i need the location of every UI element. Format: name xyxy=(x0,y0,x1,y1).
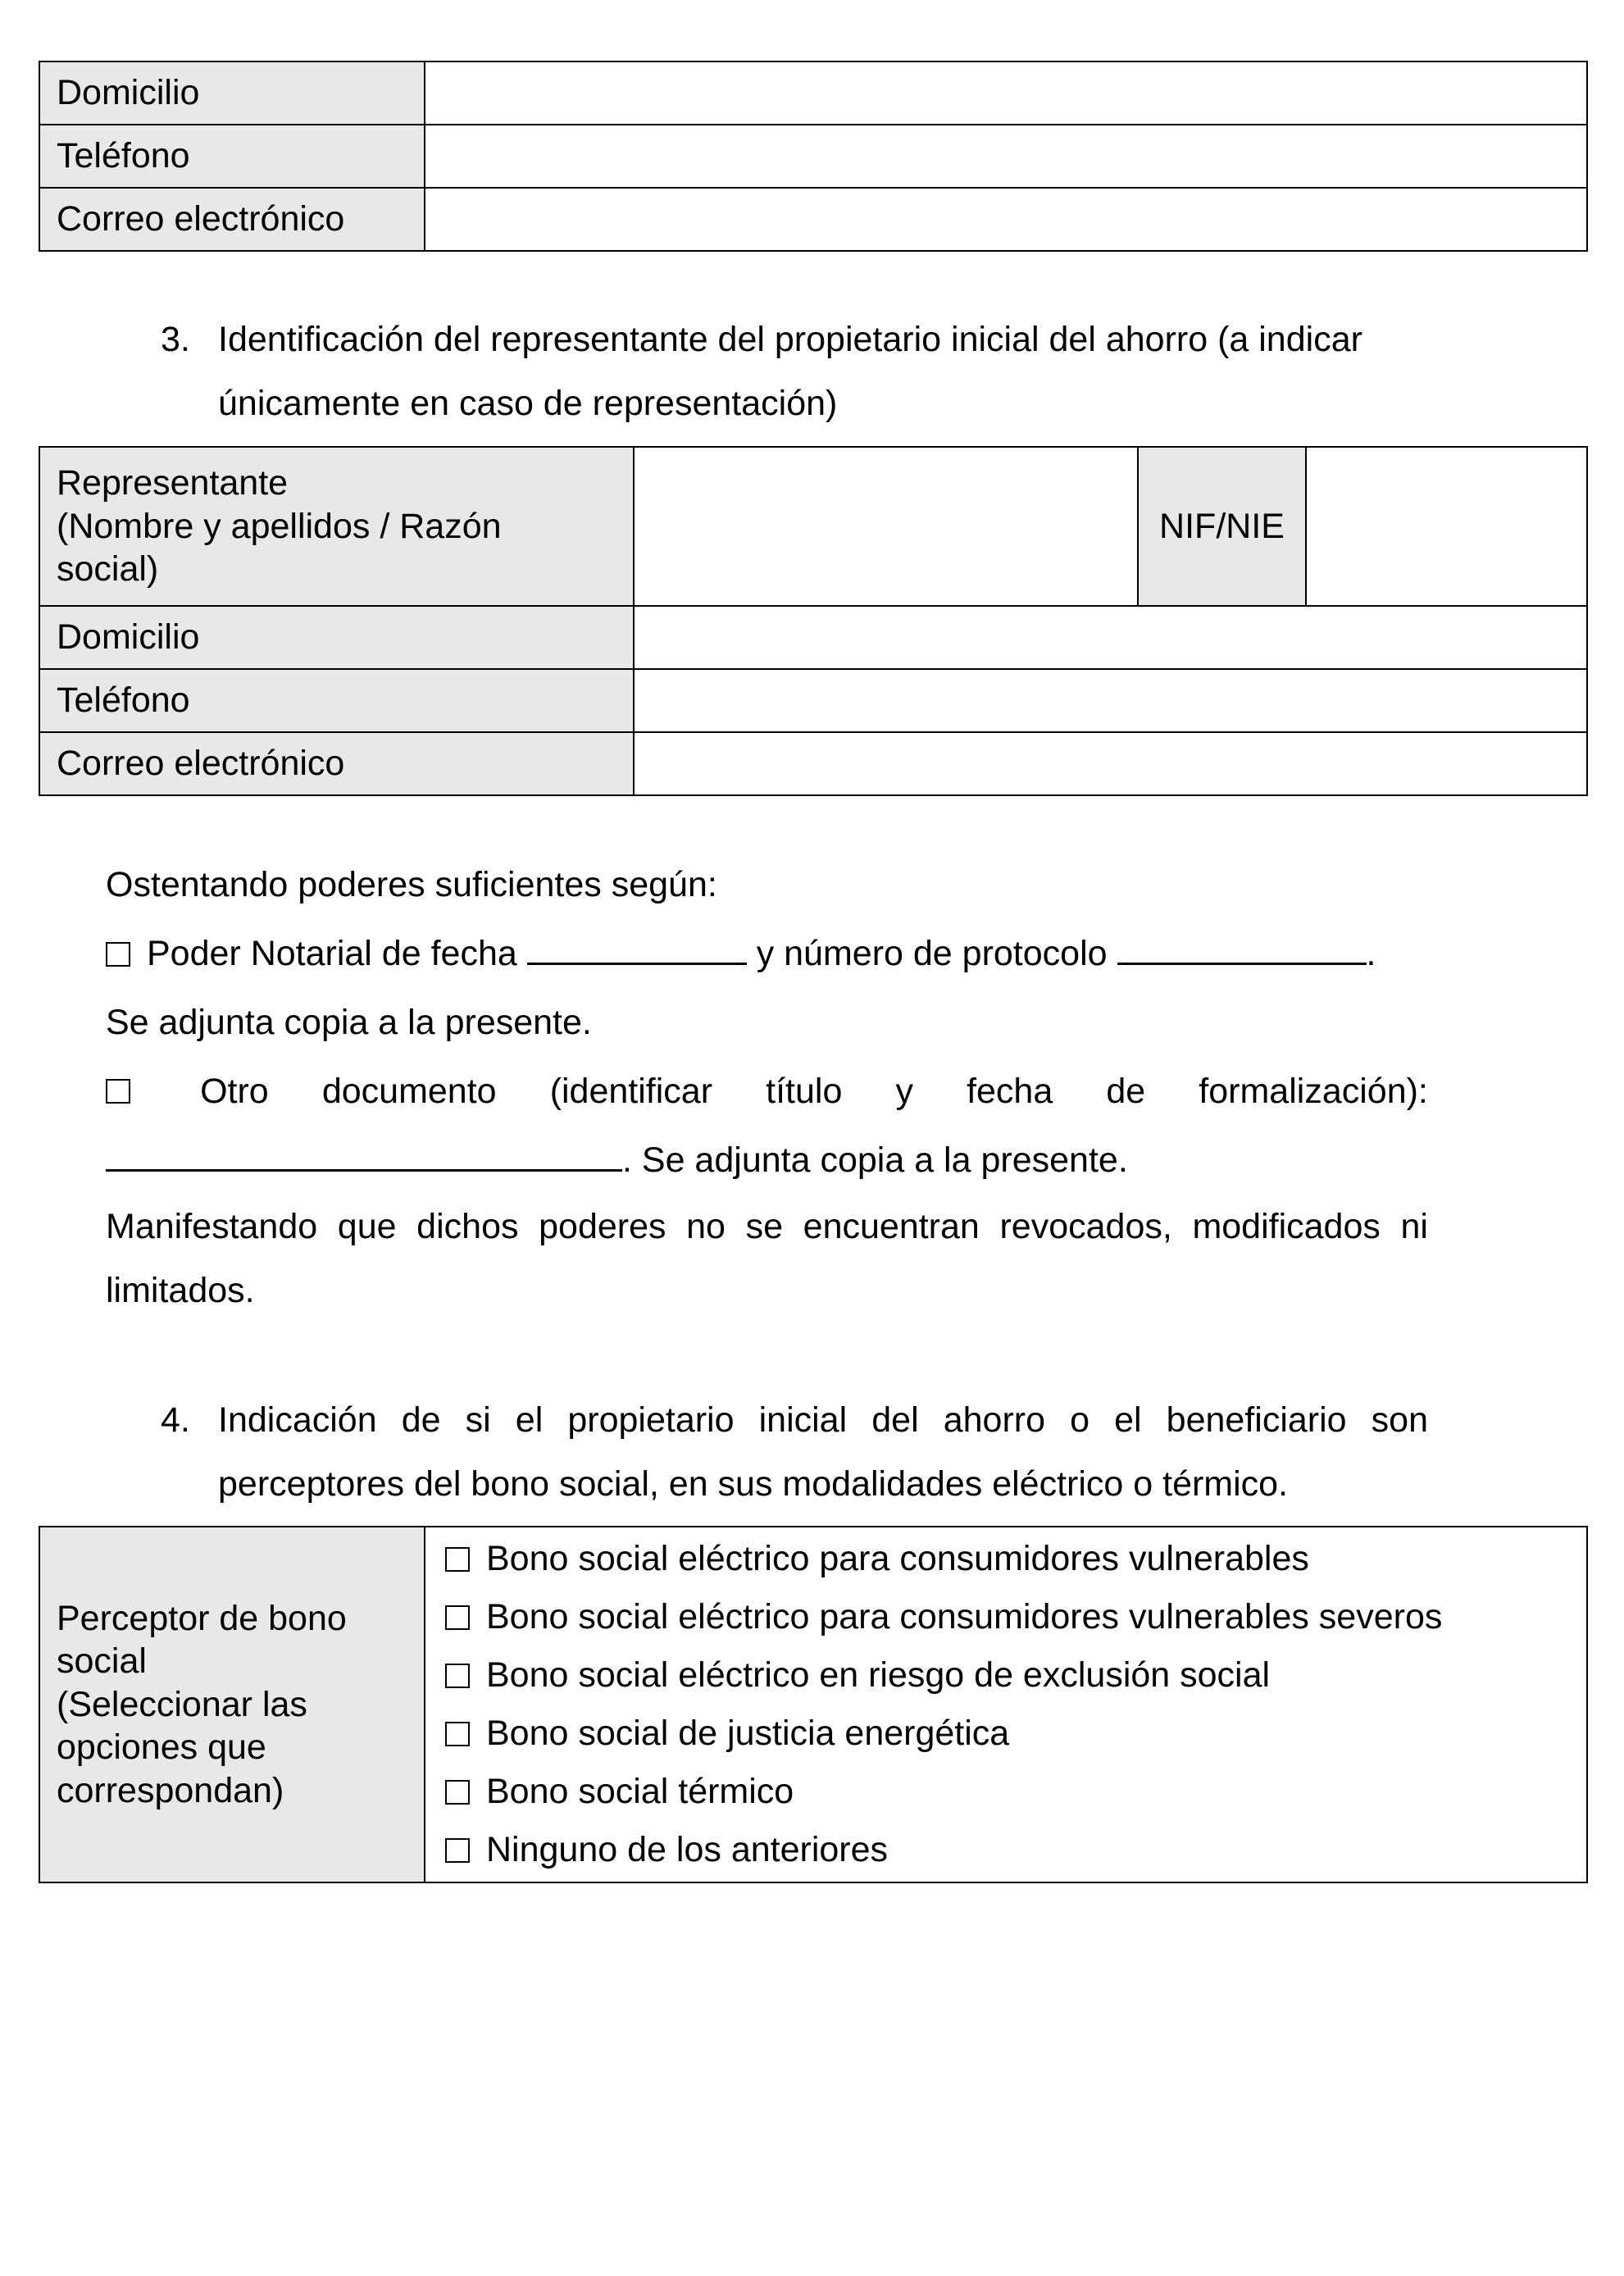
notarial-followup: Se adjunta copia a la presente. xyxy=(106,1003,592,1042)
checkbox-notarial[interactable] xyxy=(106,942,130,967)
other-word: título xyxy=(766,1072,843,1111)
nif-field[interactable] xyxy=(1306,447,1587,606)
section-number: 4. xyxy=(161,1400,190,1440)
bono-option-label: Bono social de justicia energética xyxy=(486,1714,1010,1753)
bono-option[interactable] xyxy=(445,1588,1570,1646)
other-document-blank[interactable] xyxy=(106,1136,622,1172)
other-word: Otro xyxy=(200,1072,269,1111)
email-label: Correo electrónico xyxy=(39,732,634,795)
other-document-line xyxy=(106,1126,1428,1195)
checkbox[interactable] xyxy=(445,1605,470,1630)
email-label: Correo electrónico xyxy=(39,188,425,251)
notarial-end: . xyxy=(1366,934,1376,973)
checkbox[interactable] xyxy=(445,1547,470,1572)
telefono-label: Teléfono xyxy=(39,125,425,188)
notarial-mid: y número de protocolo xyxy=(756,934,1108,973)
other-word: fecha xyxy=(967,1072,1053,1111)
other-word: y xyxy=(895,1072,913,1111)
section-4-heading xyxy=(161,1388,1428,1516)
table-row xyxy=(39,606,1587,669)
bono-option-label: Bono social eléctrico para consumidores vulnerables xyxy=(486,1539,1309,1578)
powers-block xyxy=(106,850,1428,1322)
bono-options-list xyxy=(445,1530,1570,1879)
checkbox[interactable] xyxy=(445,1722,470,1746)
bono-options-cell xyxy=(425,1527,1587,1882)
telefono-label: Teléfono xyxy=(39,669,634,732)
other-word: (identificar xyxy=(549,1072,713,1111)
checkbox[interactable] xyxy=(445,1780,470,1805)
domicilio-field[interactable] xyxy=(425,61,1587,125)
section-number: 3. xyxy=(161,320,190,359)
domicilio-field[interactable] xyxy=(634,606,1587,669)
domicilio-label: Domicilio xyxy=(39,606,634,669)
option-notarial xyxy=(106,919,1428,988)
table-row xyxy=(39,732,1587,795)
representative-label-line2: (Nombre y apellidos / Razón social) xyxy=(57,506,502,589)
option-other-document xyxy=(106,1057,1428,1126)
table-row xyxy=(39,188,1587,251)
bono-option-label: Bono social eléctrico en riesgo de exclusión social xyxy=(486,1655,1271,1695)
other-word: documento xyxy=(321,1072,497,1111)
table-row xyxy=(39,61,1587,125)
other-followup: . Se adjunta copia a la presente. xyxy=(622,1140,1128,1180)
bono-social-table xyxy=(39,1526,1588,1883)
protocol-number-blank[interactable] xyxy=(1117,930,1367,965)
section-text: Identificación del representante del propietario inicial del ahorro (a indicar únicamente en caso de representación) xyxy=(218,320,1362,423)
table-row xyxy=(39,669,1587,732)
bono-option-label: Bono social térmico xyxy=(486,1772,794,1811)
domicilio-label: Domicilio xyxy=(39,61,425,125)
checkbox[interactable] xyxy=(445,1664,470,1688)
bono-label-line1: Perceptor de bono social xyxy=(57,1598,347,1682)
bono-option[interactable] xyxy=(445,1646,1570,1705)
bono-option-label: Ninguno de los anteriores xyxy=(486,1830,889,1869)
bono-label xyxy=(39,1527,425,1882)
nif-label: NIF/NIE xyxy=(1138,447,1306,606)
representative-label xyxy=(39,447,634,606)
table-row xyxy=(39,1527,1587,1882)
checkbox[interactable] xyxy=(445,1838,470,1863)
checkbox-other-document[interactable] xyxy=(106,1079,130,1104)
bono-option-label: Bono social eléctrico para consumidores vulnerables severos xyxy=(486,1597,1443,1636)
representative-label-line1: Representante xyxy=(57,463,289,503)
representative-table xyxy=(39,446,1588,796)
section-text: Indicación de si el propietario inicial del ahorro o el beneficiario son perceptores del bono social, en sus modalidades eléctrico o térmico. xyxy=(218,1400,1428,1504)
bono-label-line2: (Seleccionar las opciones que correspondan) xyxy=(57,1684,307,1810)
other-word: de xyxy=(1106,1072,1146,1111)
powers-intro: Ostentando poderes suficientes según: xyxy=(106,865,717,904)
other-word: formalización): xyxy=(1199,1072,1428,1111)
email-field[interactable] xyxy=(634,732,1587,795)
notarial-prefix: Poder Notarial de fecha xyxy=(147,934,517,973)
bono-option[interactable] xyxy=(445,1705,1570,1763)
notarial-date-blank[interactable] xyxy=(527,930,747,965)
telefono-field[interactable] xyxy=(634,669,1587,732)
bono-option[interactable] xyxy=(445,1763,1570,1821)
representative-name-field[interactable] xyxy=(634,447,1138,606)
telefono-field[interactable] xyxy=(425,125,1587,188)
section-3-heading xyxy=(161,307,1428,435)
table-row xyxy=(39,447,1587,606)
email-field[interactable] xyxy=(425,188,1587,251)
powers-closing: Manifestando que dichos poderes no se encuentran revocados, modificados ni limitados. xyxy=(106,1207,1428,1310)
bono-option[interactable] xyxy=(445,1821,1570,1879)
table-row xyxy=(39,125,1587,188)
contact-table xyxy=(39,61,1588,252)
bono-option[interactable] xyxy=(445,1530,1570,1588)
